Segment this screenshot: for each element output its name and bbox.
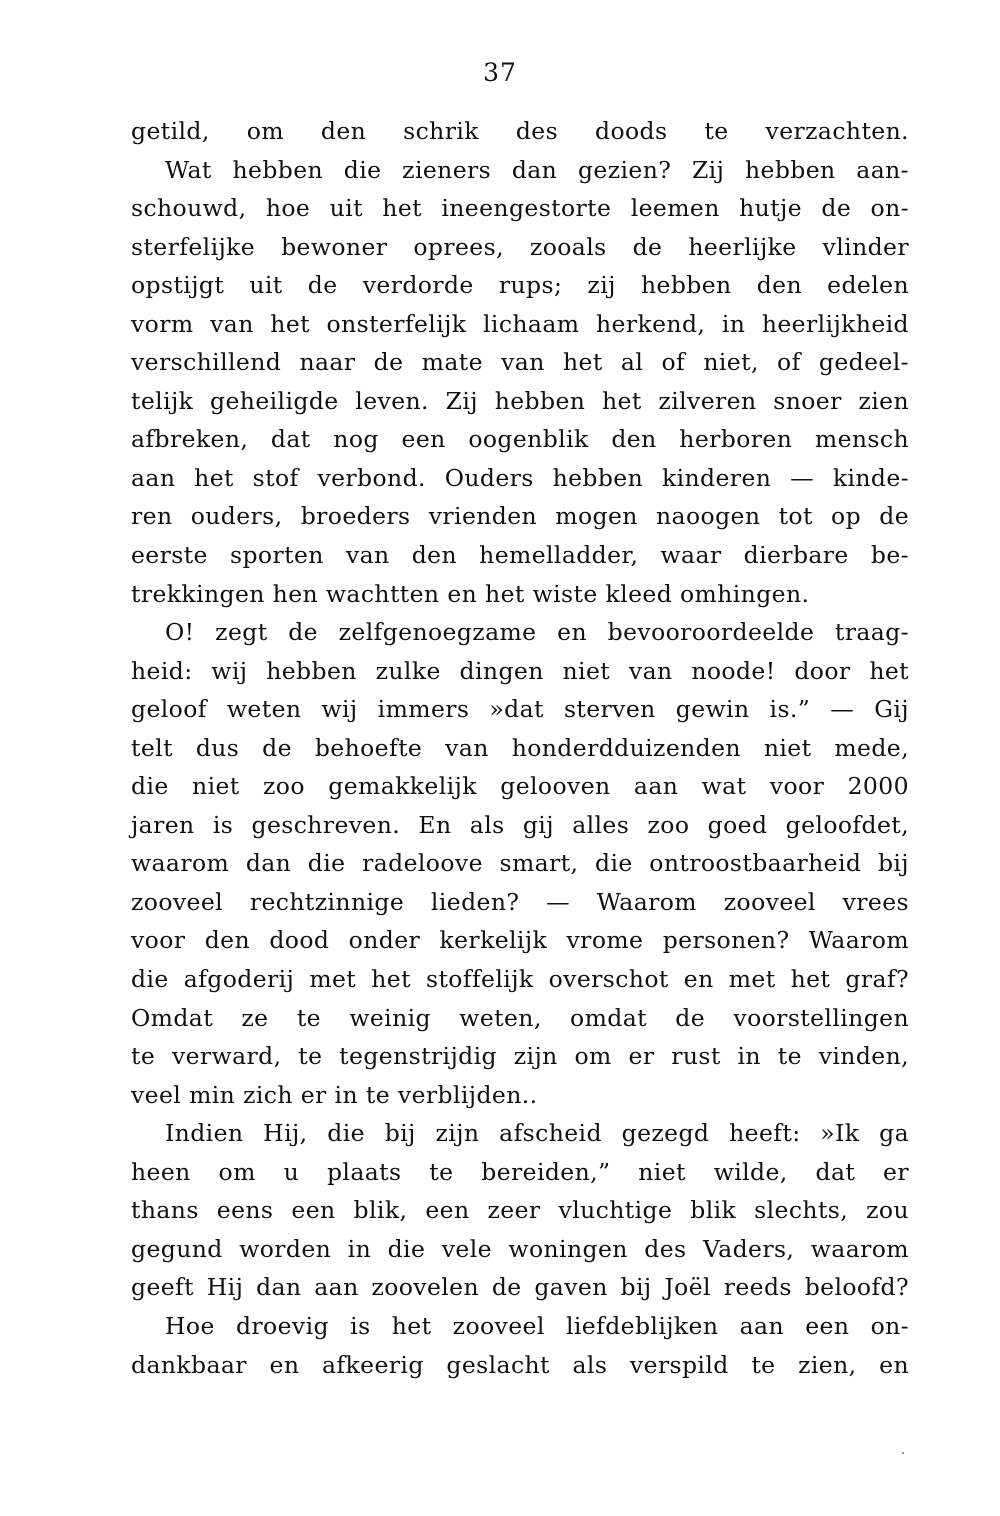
text-line: heen om u plaats te bereiden,” niet wilde, dat er [131, 1157, 909, 1186]
text-line: geeft Hij dan aan zoovelen de gaven bij Joël reeds beloofd? [131, 1273, 909, 1302]
text-line: trekkingen hen wachtten en het wiste kleed omhingen. [131, 579, 810, 608]
text-line: sterfelijke bewoner oprees, zooals de heerlijke vlinder [131, 232, 909, 261]
text-line: waarom dan die radeloove smart, die ontroostbaarheid bij [131, 849, 909, 878]
text-line: eerste sporten van den hemelladder, waar dierbare be- [131, 541, 909, 570]
text-line: O! zegt de zelfgenoegzame en bevooroordeelde traag- [165, 618, 909, 647]
text-line: Hoe droevig is het zooveel liefdeblijken aan een on- [165, 1311, 909, 1340]
text-line: thans eens een blik, een zeer vluchtige blik slechts, zou [131, 1196, 909, 1225]
text-line: schouwd, hoe uit het ineengestorte leemen hutje de on- [131, 194, 909, 223]
text-line: jaren is geschreven. En als gij alles zoo goed geloofdet, [131, 810, 909, 839]
text-line: opstijgt uit de verdorde rups; zij hebben den edelen [131, 271, 909, 300]
page-number: 37 [483, 58, 517, 87]
text-line: die niet zoo gemakkelijk gelooven aan wat voor 2000 [131, 772, 909, 801]
text-line: Wat hebben die zieners dan gezien? Zij hebben aan- [165, 155, 909, 184]
text-line: verschillend naar de mate van het al of niet, of gedeel- [131, 348, 909, 377]
text-line: die afgoderij met het stoffelijk overschot en met het graf? [131, 965, 909, 994]
text-line: voor den dood onder kerkelijk vrome personen? Waarom [131, 926, 909, 955]
text-line: telt dus de behoefte van honderdduizenden niet mede, [131, 733, 909, 762]
text-line: vorm van het onsterfelijk lichaam herkend, in heerlijkheid [131, 309, 909, 338]
text-line: dankbaar en afkeerig geslacht als verspild te zien, en [131, 1350, 909, 1379]
text-line: afbreken, dat nog een oogenblik den herboren mensch [131, 425, 909, 454]
text-line: telijk geheiligde leven. Zij hebben het zilveren snoer zien [131, 386, 909, 415]
text-line: ren ouders, broeders vrienden mogen naoogen tot op de [131, 502, 909, 531]
text-line: geloof weten wij immers »dat sterven gewin is.” — Gij [131, 695, 909, 724]
text-line: gegund worden in die vele woningen des Vaders, waarom [131, 1234, 909, 1263]
text-line: Omdat ze te weinig weten, omdat de voorstellingen [131, 1003, 909, 1032]
text-line: zooveel rechtzinnige lieden? — Waarom zooveel vrees [131, 887, 909, 916]
paper-speck [902, 1452, 904, 1454]
text-line: Indien Hij, die bij zijn afscheid gezegd heeft: »Ik ga [165, 1119, 909, 1148]
text-line: getild, om den schrik des doods te verzachten. [131, 117, 909, 145]
text-line: aan het stof verbond. Ouders hebben kinderen — kinde- [131, 463, 909, 492]
text-line: heid: wij hebben zulke dingen niet van noode! door het [131, 656, 909, 685]
text-line: veel min zich er in te verblijden.. [131, 1080, 538, 1109]
body-text [131, 112, 909, 1384]
text-line: te verward, te tegenstrijdig zijn om er rust in te vinden, [131, 1042, 909, 1071]
